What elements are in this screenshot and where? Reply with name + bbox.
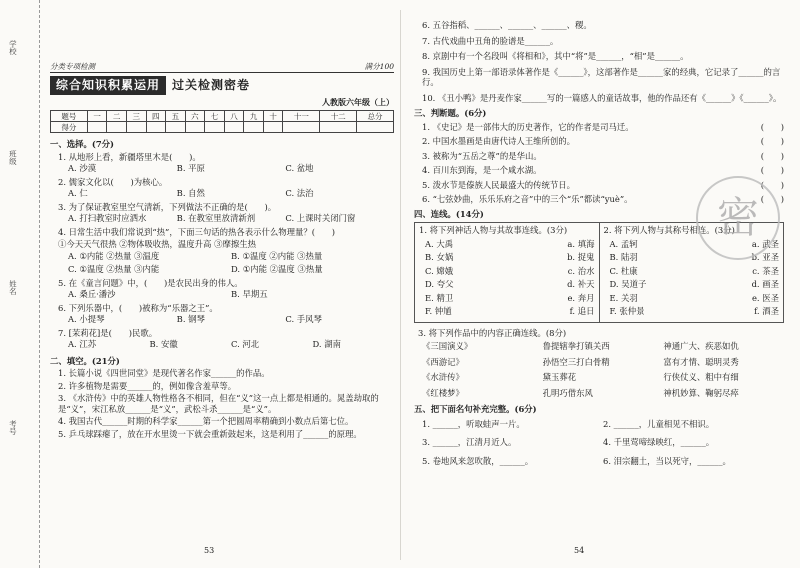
choice-question-sub: ①今天天气很热 ②物体吸收热，温度升高 ③摩擦生热 — [58, 239, 256, 250]
score-input-cell[interactable] — [166, 122, 186, 133]
choice-option[interactable]: C. 法治 — [285, 188, 314, 199]
header-block — [50, 62, 394, 440]
match-row — [419, 293, 595, 304]
match-row — [419, 239, 595, 250]
match-right-item[interactable]: e. 奔月 — [567, 292, 595, 303]
match-row — [604, 279, 780, 290]
fill-blank-item: 7. 古代戏曲中丑角的脸谱是______。 — [422, 35, 559, 46]
verse-completion-item: 4. 千里莺啼绿映红，______。 — [603, 437, 715, 447]
match-row — [604, 293, 780, 304]
match-right-item[interactable]: f. 追日 — [569, 306, 595, 316]
score-row-label: 得分 — [51, 122, 88, 133]
section2-body — [50, 368, 394, 439]
series-label: 分类专项检测 — [50, 62, 95, 71]
choice-question-stem: 4. 日常生活中我们常说到“热”，下面三句话的热各表示什么物理量？( ) — [58, 226, 335, 237]
choice-option[interactable]: B. 自然 — [176, 188, 205, 199]
choice-option[interactable]: A. 打扫教室时应洒水 — [68, 213, 147, 224]
choice-option[interactable]: B. 平原 — [176, 163, 205, 174]
match-q1 — [415, 223, 599, 322]
score-input-cell[interactable] — [283, 122, 320, 133]
section2-title: 二、填空。(21分) — [50, 355, 120, 366]
choice-options — [68, 188, 394, 199]
fill-blank-item: 10. 《丑小鸭》是丹麦作家______写的一篇感人的童话故事，他的作品还有《______》《______》。 — [422, 92, 782, 103]
works-match-item[interactable]: 神通广大、疾恶如仇 — [663, 341, 739, 351]
choice-question-stem: 3. 为了保证教室里空气清新，下列做法不正确的是( )。 — [58, 201, 277, 212]
match-left-item[interactable]: B. 陆羽 — [609, 252, 638, 262]
choice-options — [68, 289, 394, 300]
page-divider — [400, 10, 401, 560]
header-top — [50, 62, 394, 73]
match-left-item[interactable]: D. 夸父 — [425, 279, 454, 289]
grade-label: 人教版六年级（上） — [322, 97, 394, 108]
section4-title: 四、连线。(14分) — [414, 208, 484, 219]
verse-completion-item: 5. 卷地风来忽吹散，______。 — [422, 455, 534, 466]
true-false-statement: 1. 《史记》是一部伟大的历史著作，它的作者是司马迁。 — [422, 121, 634, 132]
true-false-statement: 2. 中国水墨画是由唐代诗人王维所创的。 — [422, 136, 576, 146]
match-left-item[interactable]: E. 关羽 — [609, 292, 638, 303]
right-page — [404, 0, 792, 568]
match-row — [419, 266, 595, 277]
score-header-cell: 二 — [107, 111, 127, 122]
match-left-item[interactable]: F. 张仲景 — [609, 306, 645, 316]
score-header-cell: 八 — [224, 111, 244, 122]
score-table — [50, 110, 394, 133]
works-match-item[interactable]: 神机妙算、鞠躬尽瘁 — [663, 387, 739, 398]
score-value-row — [51, 122, 394, 133]
fill-blank-item: 2. 许多植物是需要______的，例如像含羞草等。 — [58, 380, 237, 391]
match-left-item[interactable]: C. 杜康 — [609, 265, 638, 276]
match-right-item[interactable]: e. 医圣 — [751, 292, 779, 303]
match-right-item[interactable]: c. 茶圣 — [752, 265, 779, 276]
choice-option[interactable]: B. 钢琴 — [176, 314, 205, 325]
choice-option[interactable]: C. ①温度 ②热量 ③内能 — [68, 264, 160, 275]
score-header-cell: 七 — [205, 111, 225, 122]
choice-question-stem: 1. 从地形上看，新疆塔里木是( )。 — [58, 151, 201, 162]
choice-option[interactable]: D. ①内能 ②温度 ③热量 — [231, 264, 323, 275]
choice-option[interactable]: B. ①温度 ②内能 ③热量 — [231, 250, 323, 261]
choice-option[interactable]: C. 上课时关闭门窗 — [285, 213, 356, 224]
section2-continued — [414, 20, 784, 103]
choice-option[interactable]: A. 小提琴 — [68, 314, 105, 325]
choice-option[interactable]: A. 沙漠 — [68, 163, 97, 174]
section5-body — [422, 419, 784, 467]
true-false-item — [422, 151, 784, 162]
match-left-item[interactable]: B. 女娲 — [425, 252, 454, 262]
choice-option[interactable]: B. 在教室里放清新剂 — [176, 213, 256, 224]
fill-blank-item: 3. 《水浒传》中的英雄人物性格各不相同，但在“义”这一点上都是相通的。晁盖劫取的是“义”，宋江私放______是“义”，武松斗杀______是“义”。 — [58, 393, 379, 414]
works-match-item[interactable]: 行侠仗义、粗中有细 — [663, 372, 739, 382]
score-header-cell: 三 — [126, 111, 146, 122]
choice-question-stem: 2. 儒家文化以( )为核心。 — [58, 176, 168, 187]
left-page — [44, 0, 400, 568]
score-input-cell[interactable] — [244, 122, 264, 133]
answer-bracket[interactable]: ( ) — [760, 179, 784, 190]
score-header-cell: 九 — [244, 111, 264, 122]
score-header-cell: 总分 — [357, 111, 394, 122]
section1-body — [50, 152, 394, 350]
choice-question-stem: 7. [茉莉花]是( )民歌。 — [58, 327, 158, 338]
match-right-item[interactable]: a. 填海 — [567, 238, 595, 249]
choice-options — [68, 314, 394, 325]
binding-strip — [0, 0, 40, 568]
score-header-cell: 十二 — [320, 111, 357, 122]
section3-title: 三、判断题。(6分) — [414, 108, 487, 118]
verse-completion-item: 6. 泪宗翻土，当以死守，______。 — [603, 455, 731, 466]
works-match-item[interactable]: 《西游记》 — [422, 356, 464, 367]
choice-option[interactable]: A. 桑丘·潘沙 — [68, 289, 116, 300]
binding-class: 班级 — [8, 150, 18, 165]
choice-option[interactable]: B. 安徽 — [149, 339, 178, 350]
answer-bracket[interactable]: ( ) — [760, 121, 784, 132]
works-match-item[interactable]: 富有才情、聪明灵秀 — [663, 356, 739, 367]
works-match-item[interactable]: 孔明巧借东风 — [542, 387, 593, 398]
title-bar — [50, 75, 394, 95]
match-q3-grid — [422, 341, 784, 398]
true-false-statement: 5. 泼水节是傣族人民最盛大的传统节日。 — [422, 179, 576, 190]
works-match-item[interactable]: 鲁提辖拳打镇关西 — [542, 341, 610, 351]
choice-option[interactable]: C. 手风琴 — [285, 314, 322, 325]
binding-number: 考号 — [8, 420, 18, 435]
match-right-item[interactable]: a. 武圣 — [751, 238, 779, 249]
match-row — [419, 252, 595, 263]
score-input-cell[interactable] — [320, 122, 357, 133]
match-q2-title: 2. 将下列人物与其称号相连。(3分) — [603, 225, 735, 235]
verse-completion-item: 1. ______，听取蛙声一片。 — [422, 418, 525, 429]
answer-bracket[interactable]: ( ) — [760, 194, 784, 204]
works-match-item[interactable]: 《水浒传》 — [422, 372, 464, 382]
score-input-cell[interactable] — [126, 122, 146, 133]
choice-option[interactable]: B. 早期五 — [231, 289, 268, 300]
answer-bracket[interactable]: ( ) — [760, 136, 784, 146]
score-input-cell[interactable] — [146, 122, 166, 133]
score-input-cell[interactable] — [87, 122, 107, 133]
score-header-cell: 十一 — [283, 111, 320, 122]
binding-school: 学校 — [8, 40, 18, 55]
choice-options — [68, 213, 394, 224]
page-number-right: 54 — [574, 546, 585, 555]
choice-option[interactable]: A. 江苏 — [68, 339, 97, 350]
match-row — [419, 306, 595, 317]
match-right-item[interactable]: b. 亚圣 — [751, 252, 779, 262]
score-input-cell[interactable] — [107, 122, 127, 133]
match-q1-rows — [419, 239, 595, 317]
binding-name: 姓名 — [8, 280, 18, 295]
verse-completion-item: 2. ______，儿童相见不相识。 — [603, 418, 715, 429]
choice-option[interactable]: A. 仁 — [68, 188, 88, 199]
score-header-cell: 题号 — [51, 111, 88, 122]
answer-bracket[interactable]: ( ) — [760, 150, 784, 161]
score-header-cell: 十 — [263, 111, 283, 122]
match-left-item[interactable]: F. 钟馗 — [425, 306, 452, 316]
confidential-stamp: 密 — [696, 176, 780, 260]
section5-title: 五、把下面名句补充完整。(6分) — [414, 404, 537, 414]
score-input-cell[interactable] — [185, 122, 205, 133]
score-header-row — [51, 111, 394, 122]
true-false-statement: 3. 被称为“五岳之尊”的是华山。 — [422, 150, 542, 161]
fill-blank-item: 8. 京剧中有一个名段叫《将相和》，其中“将”是______，“相”是______。 — [422, 51, 689, 61]
title-dark: 综合知识积累运用 — [50, 76, 166, 95]
choice-option[interactable]: C. 河北 — [231, 339, 260, 350]
match-q3-title: 3. 将下列作品中的内容正确连线。(8分) — [418, 327, 567, 338]
fill-blank-item: 1. 长篇小说《四世同堂》是现代著名作家______的作品。 — [58, 368, 270, 379]
match-row — [419, 279, 595, 290]
choice-options — [68, 163, 394, 174]
score-input-cell[interactable] — [205, 122, 225, 133]
match-right-item[interactable]: d. 画圣 — [751, 279, 779, 289]
section1-title: 一、选择。(7分) — [50, 139, 115, 150]
score-header-cell: 六 — [185, 111, 205, 122]
true-false-item — [422, 122, 784, 133]
score-input-cell[interactable] — [263, 122, 283, 133]
true-false-statement: 4. 百川东到海，是一个咸水湖。 — [422, 165, 542, 175]
match-q1-title: 1. 将下列神话人物与其故事连线。(3分) — [419, 225, 568, 235]
answer-bracket[interactable]: ( ) — [760, 165, 784, 175]
choice-options — [68, 251, 394, 262]
verse-completion-item: 3. ______，江清月近人。 — [422, 437, 517, 447]
choice-option[interactable]: D. 湖南 — [312, 339, 341, 350]
choice-options — [68, 339, 394, 350]
works-match-item[interactable]: 《三国演义》 — [422, 341, 473, 351]
match-right-item[interactable]: d. 补天 — [567, 279, 595, 289]
fill-blank-item: 9. 我国历史上第一部语录体著作是《______》，这部著作是______家的经典，它记录了______的言行。 — [422, 66, 781, 87]
match-right-item[interactable]: b. 捉鬼 — [567, 252, 595, 262]
score-input-cell[interactable] — [357, 122, 394, 133]
fill-blank-item: 5. 乒乓球踩瘪了，放在开水里烫一下就会重新鼓起来，这是利用了______的原理。 — [58, 428, 362, 439]
score-header-cell: 四 — [146, 111, 166, 122]
score-input-cell[interactable] — [224, 122, 244, 133]
match-left-item[interactable]: E. 精卫 — [425, 292, 454, 303]
works-match-item[interactable]: 孙悟空三打白骨精 — [542, 356, 610, 367]
match-left-item[interactable]: A. 大禹 — [425, 238, 454, 249]
score-label: 满分100 — [364, 62, 394, 71]
page-number-left: 53 — [204, 546, 215, 555]
works-match-item[interactable]: 《红楼梦》 — [422, 387, 464, 398]
true-false-item — [422, 165, 784, 176]
match-left-item[interactable]: C. 嫦娥 — [425, 265, 454, 276]
true-false-item — [422, 136, 784, 147]
match-row — [604, 306, 780, 317]
fill-blank-item: 6. 五谷指稻、______、______、______、稷。 — [422, 20, 592, 30]
fill-blank-item: 4. 我国古代______时期的科学家______第一个把圆周率精确到小数点后第七位。 — [58, 416, 354, 427]
works-match-item[interactable]: 黛玉葬花 — [542, 372, 577, 382]
match-left-item[interactable]: A. 孟轲 — [609, 238, 638, 249]
choice-options — [68, 264, 394, 275]
score-header-cell: 五 — [166, 111, 186, 122]
match-left-item[interactable]: D. 吴道子 — [609, 279, 647, 289]
score-header-cell: 一 — [87, 111, 107, 122]
choice-option[interactable]: C. 盆地 — [285, 163, 314, 174]
true-false-statement: 6. “七弦妙曲，乐乐乐府之音”中的三个“乐”都读“yuè”。 — [422, 194, 633, 204]
match-right-item[interactable]: c. 治水 — [567, 265, 595, 276]
choice-question-stem: 6. 下列乐器中，( )被称为“乐器之王”。 — [58, 302, 218, 313]
match-right-item[interactable]: f. 酒圣 — [754, 306, 779, 316]
match-row — [604, 266, 780, 277]
title-rest: 过关检测密卷 — [172, 77, 251, 92]
choice-option[interactable]: A. ①内能 ②热量 ③温度 — [68, 250, 160, 261]
choice-question-stem: 5. 在《童言问题》中，( )是农民出身的伟人。 — [58, 277, 243, 288]
